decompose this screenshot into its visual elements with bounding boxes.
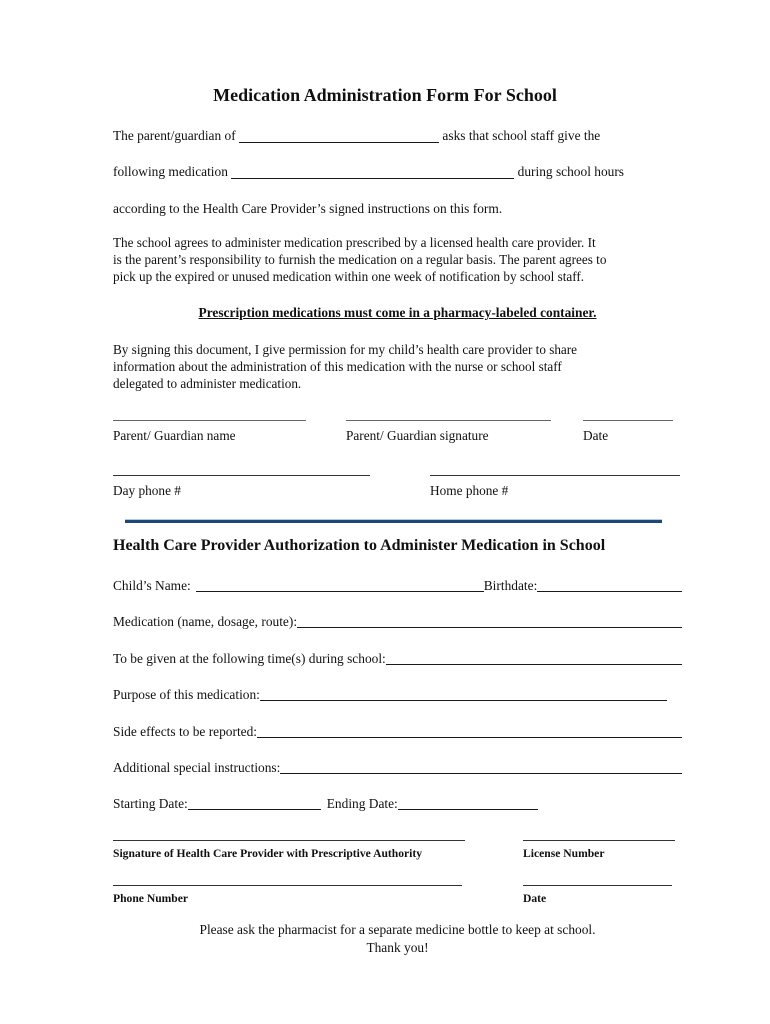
provider-signature-cell [113,840,523,861]
provider-date-cell [523,885,682,906]
times-row [113,650,682,667]
phone-row [113,475,682,498]
parent-signature-line [346,420,551,421]
birthdate-blank [537,577,682,592]
section-divider-line [125,519,662,523]
parent-signature-cell [346,420,583,443]
medication-name-blank [231,177,514,179]
parent-date-label: Date [583,428,609,443]
side-effects-row [113,723,682,740]
child-name-label: Child’s Name: [113,578,191,593]
child-name-blank [196,577,484,592]
intro-line2-before: following medication [113,164,228,179]
dates-row [113,795,682,812]
child-name-row [113,577,682,594]
intro-line1-before: The parent/guardian of [113,128,236,143]
intro-line-3: according to the Health Care Provider’s signed instructions on this form. [113,201,503,216]
provider-date-label: Date [523,892,547,905]
license-number-line [523,840,675,841]
provider-phone-label: Phone Number [113,892,189,905]
agreement-line-1: The school agrees to administer medication prescribed by a licensed health care provider. It [113,235,596,250]
medication-row [113,613,682,630]
agreement-line-2: is the parent’s responsibility to furnish the medication on a regular basis. The parent agrees to [113,252,607,268]
starting-date-blank [188,795,321,810]
side-effects-blank [257,723,682,738]
permission-line-1: By signing this document, I give permission for my child’s health care provider to share [113,342,578,357]
birthdate-label: Birthdate: [483,578,538,593]
parent-name-cell [113,420,346,443]
instructions-row [113,759,682,776]
purpose-blank [260,686,667,701]
home-phone-label: Home phone # [430,483,509,498]
provider-section-heading: Health Care Provider Authorization to Administer Medication in School [113,537,606,554]
parent-name-signature-line [113,420,306,421]
parent-guardian-name-blank [239,141,439,143]
home-phone-line [430,475,680,476]
provider-phone-cell [113,885,523,906]
license-number-label: License Number [523,847,605,860]
provider-signature-row [113,840,682,861]
agreement-line-3: pick up the expired or unused medication within one week of notification by school staff. [113,269,585,285]
day-phone-cell [113,475,430,498]
parent-signature-row [113,420,682,443]
side-effects-label: Side effects to be reported: [113,724,258,739]
form-title: Medication Administration Form For School [213,85,557,105]
thank-you-note: Thank you! [366,940,429,955]
intro-line-1 [113,127,682,144]
day-phone-label: Day phone # [113,483,181,498]
instructions-blank [280,759,682,774]
purpose-label: Purpose of this medication: [113,687,260,702]
provider-phone-line [113,885,462,886]
intro-line-2 [113,163,682,180]
license-number-cell [523,840,682,861]
parent-name-label: Parent/ Guardian name [113,428,236,443]
intro-line1-after: asks that school staff give the [442,128,601,143]
prescription-notice: Prescription medications must come in a pharmacy-labeled container. [198,305,597,320]
purpose-row [113,686,682,703]
ending-date-blank [398,795,538,810]
home-phone-cell [430,475,682,498]
provider-date-line [523,885,672,886]
instructions-label: Additional special instructions: [113,760,281,775]
parent-date-cell [583,420,682,443]
pharmacist-note: Please ask the pharmacist for a separate medicine bottle to keep at school. [199,922,596,937]
parent-signature-label: Parent/ Guardian signature [346,428,489,443]
intro-line2-after: during school hours [517,164,625,179]
times-label: To be given at the following time(s) during school: [113,651,386,666]
ending-date-label: Ending Date: [326,796,398,811]
agreement-paragraph [113,234,682,286]
permission-line-3: delegated to administer medication. [113,376,302,392]
starting-date-label: Starting Date: [113,796,188,811]
permission-paragraph [113,341,682,393]
medication-label: Medication (name, dosage, route): [113,614,298,629]
parent-date-line [583,420,673,421]
times-blank [386,650,682,665]
provider-signature-line [113,840,465,841]
medication-blank [297,613,682,628]
permission-line-2: information about the administration of this medication with the nurse or school staff [113,359,562,375]
provider-signature-label: Signature of Health Care Provider with Prescriptive Authority [113,847,423,860]
provider-phone-date-row [113,885,682,906]
day-phone-line [113,475,370,476]
